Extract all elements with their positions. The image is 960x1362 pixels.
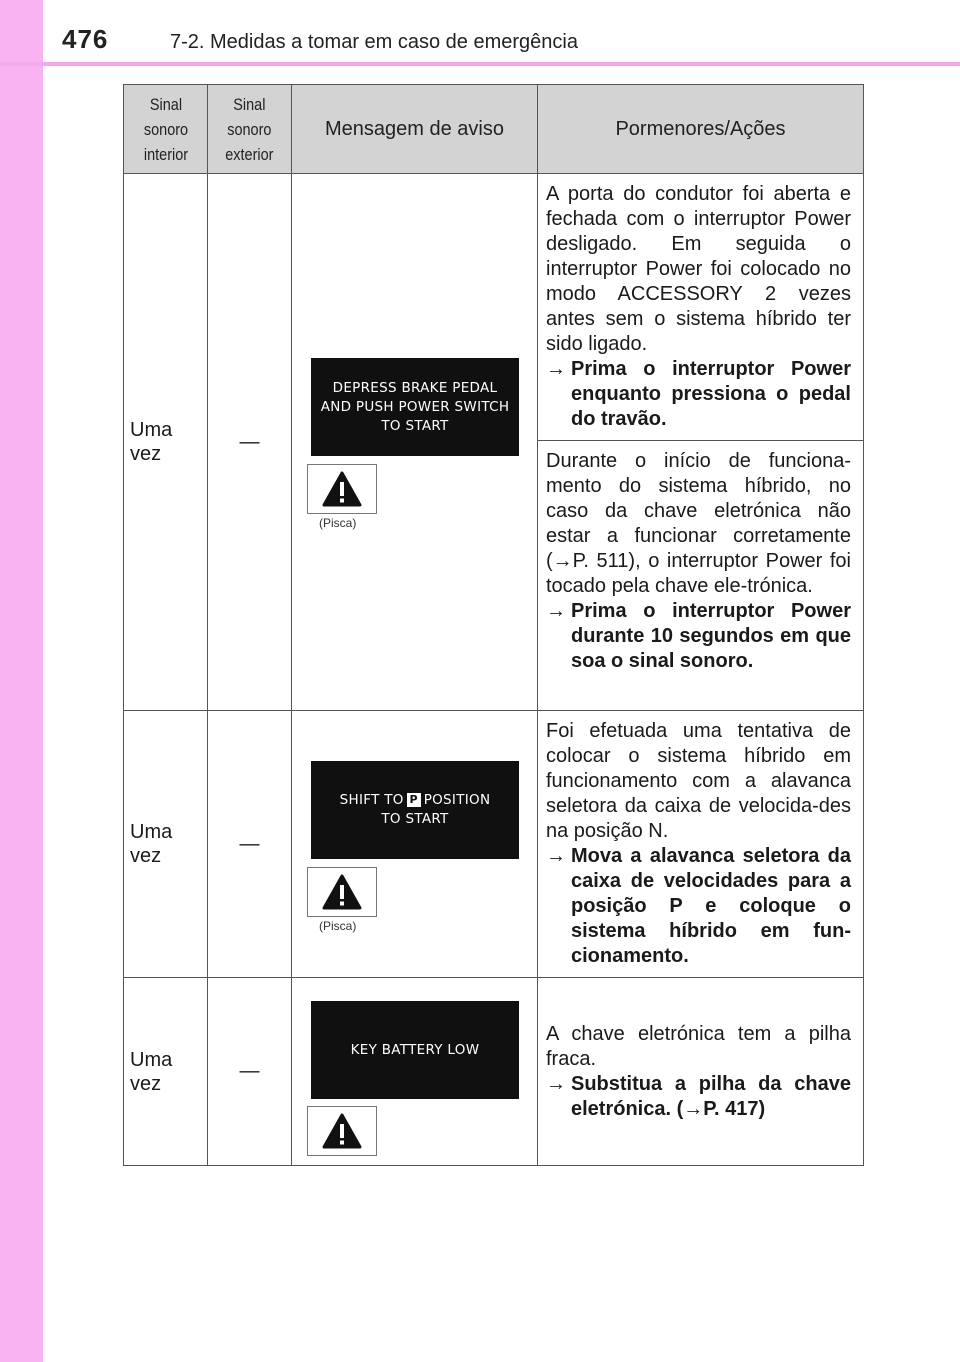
warning-triangle-icon (322, 874, 362, 910)
action-instruction: → Prima o interruptor Power durante 10 segundos em que soa o sinal sonoro. (546, 600, 851, 672)
master-warning-light (307, 867, 377, 917)
arrow-icon: → (546, 358, 566, 380)
header-details-actions: Pormenores/Ações (538, 85, 864, 174)
action-instruction: → Prima o interruptor Power enquanto pressiona o pedal do travão. (546, 358, 851, 430)
warning-table (123, 84, 864, 1166)
header-exterior-buzzer: Sinal sonoro exterior (208, 85, 292, 174)
table-row (124, 711, 864, 978)
header-divider (0, 62, 960, 66)
master-warning-light (307, 1106, 377, 1156)
action-instruction: → Substitua a pilha da chave eletrónica. (→P. 417) (546, 1072, 851, 1120)
interior-buzzer-cell: Uma vez (124, 711, 208, 978)
action-instruction: → Mova a alavanca seletora da caixa de velocidades para a posição P e coloque o sistema híbrido em fun-cionamento. (546, 845, 851, 967)
details-cell: A porta do condutor foi aberta e fechada com o interruptor Power desligado. Em seguida o interruptor Power foi colocado no modo ACCESSORY 2 vezes antes sem o sistema híbrido ter sido ligado. → Prima o interruptor Power enquanto pressiona o pedal do travão. (538, 174, 864, 441)
table-row (124, 978, 864, 1166)
display-screen: KEY BATTERY LOW (311, 1001, 519, 1099)
details-cell: Foi efetuada uma tentativa de colocar o sistema híbrido em funcionamento com a alavanca seletora da caixa de velocida-des na posição N. → Mova a alavanca seletora da caixa de velocidades para a posição P e coloque o sistema híbrido em fun-cionamento. (538, 711, 864, 978)
warning-message-cell (292, 711, 538, 978)
warning-message-cell (292, 174, 538, 711)
master-warning-light (307, 464, 377, 514)
arrow-icon: → (546, 600, 566, 622)
header-interior-buzzer: Sinal sonoro interior (124, 85, 208, 174)
details-cell: Durante o início de funciona-mento do sistema híbrido, no caso da chave eletrónica não estar a funcionar corretamente (→P. 511), o interruptor Power foi tocado pela chave ele-trónica. → Prima o interruptor Power durante 10 segundos em que soa o sinal sonoro. (538, 441, 864, 711)
arrow-icon: → (546, 1072, 566, 1095)
table-header-row (124, 85, 864, 174)
interior-buzzer-cell: Uma vez (124, 174, 208, 711)
warning-message-cell (292, 978, 538, 1166)
blink-label: (Pisca) (319, 516, 357, 530)
exterior-buzzer-cell: — (208, 978, 292, 1166)
section-title: 7-2. Medidas a tomar em caso de emergência (170, 31, 578, 53)
side-color-band (0, 0, 43, 1362)
header-warning-message: Mensagem de aviso (292, 85, 538, 174)
page-number: 476 (62, 24, 109, 54)
display-screen: SHIFT TO P POSITION TO START (311, 761, 519, 859)
arrow-icon: → (546, 845, 566, 867)
details-cell: A chave eletrónica tem a pilha fraca. → Substitua a pilha da chave eletrónica. (→P. 417) (538, 978, 864, 1166)
p-position-badge: P (407, 793, 421, 807)
exterior-buzzer-cell: — (208, 711, 292, 978)
warning-triangle-icon (322, 1113, 362, 1149)
table-row (124, 174, 864, 441)
interior-buzzer-cell: Uma vez (124, 978, 208, 1166)
display-screen: DEPRESS BRAKE PEDAL AND PUSH POWER SWITCH TO START (311, 358, 519, 456)
blink-label: (Pisca) (319, 919, 357, 933)
warning-triangle-icon (322, 471, 362, 507)
exterior-buzzer-cell: — (208, 174, 292, 711)
